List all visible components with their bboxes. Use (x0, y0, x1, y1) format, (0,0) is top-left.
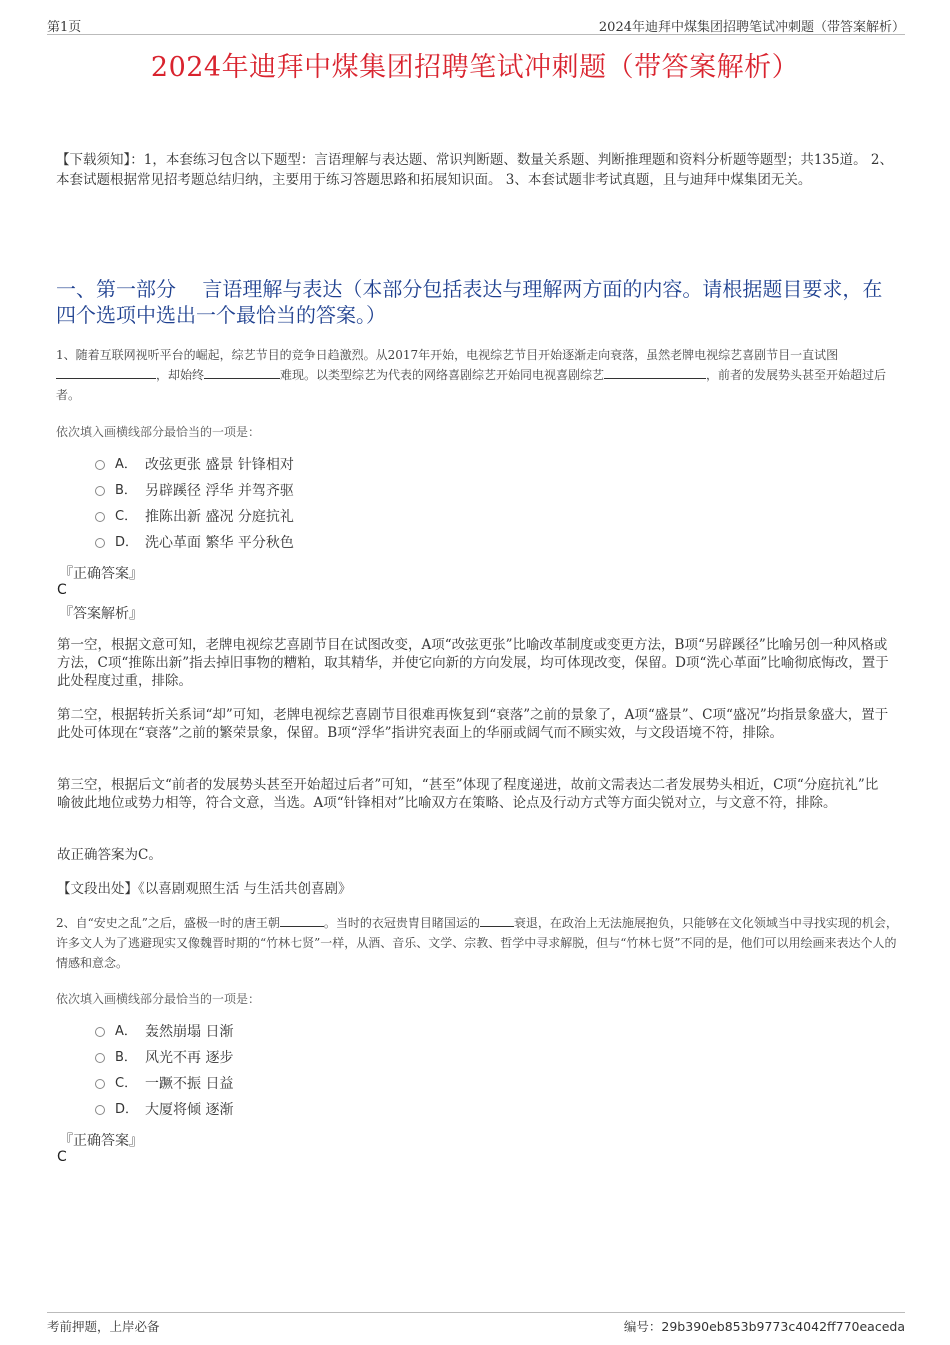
blank-2 (480, 914, 514, 927)
document-code: 编号：29b390eb853b9773c4042ff770eaceda (623, 1319, 905, 1334)
analysis-paragraph-1: 第一空，根据文意可知，老牌电视综艺喜剧节目在试图改变，A项“改弦更张”比喻改革制度或变更方法，B项“另辟蹊径”比喻另创一种风格或方法，C项“推陈出新”指去掉旧事物的糟粕，取其精华，并使它向新的方向发展，均可体现改变，保留。D项“洗心革面”比喻彻底悔改，置于此处程度过重，排除。 (57, 637, 889, 689)
question-2-prompt: 依次填入画横线部分最恰当的一项是： (56, 992, 261, 1006)
page-header (47, 14, 905, 35)
footer-slogan: 考前押题，上岸必备 (47, 1319, 160, 1334)
radio-icon[interactable] (95, 1027, 105, 1037)
option-c[interactable]: C． 推陈出新 盛况 分庭抗礼 (95, 504, 294, 530)
blank-1 (56, 366, 156, 379)
blank-1 (280, 914, 324, 927)
answer-label: 『正确答案』 (59, 566, 143, 582)
download-notice: 【下载须知】：1，本套练习包含以下题型：言语理解与表达题、常识判断题、数量关系题、判断推理题和资料分析题等题型；共135道。 2、本套试题根据常见招考题总结归纳，主要用于练习答题思路和拓展知识面。 3、本套试题非考试真题，且与迪拜中煤集团无关。 (56, 152, 893, 188)
radio-icon[interactable] (95, 512, 105, 522)
radio-icon[interactable] (95, 1105, 105, 1115)
blank-2 (204, 366, 280, 379)
option-b[interactable]: B． 风光不再 逐步 (95, 1045, 233, 1071)
question-2-text: 2、自“安史之乱”之后，盛极一时的唐王朝 。当时的衣冠贵胄目睹国运的 衰退，在政治上无法施展抱负，只能够在文化领域当中寻找实现的机会，许多文人为了逃避现实又像魏晋时期的“竹林七贤”一样，从酒、音乐、文学、宗教、哲学中寻求解脱，但与“竹林七贤”不同的是，他们可以用绘画来表达个人的情感和意念。 (56, 916, 898, 970)
option-b[interactable]: B． 另辟蹊径 浮华 并驾齐驱 (95, 478, 294, 504)
option-c[interactable]: C． 一蹶不振 日益 (95, 1071, 233, 1097)
page-number: 第1页 (47, 20, 82, 35)
answer-label: 『正确答案』 (59, 1133, 143, 1149)
question-2-options (95, 1019, 233, 1123)
option-a[interactable]: A． 改弦更张 盛景 针锋相对 (95, 452, 294, 478)
option-a[interactable]: A． 轰然崩塌 日渐 (95, 1019, 233, 1045)
question-1-options (95, 452, 294, 556)
radio-icon[interactable] (95, 538, 105, 548)
answer-value: C (57, 582, 67, 598)
option-d[interactable]: D． 洗心革面 繁华 平分秋色 (95, 530, 294, 556)
answer-value: C (57, 1149, 67, 1165)
question-1-text: 1、随着互联网视听平台的崛起，综艺节目的竞争日趋激烈。从2017年开始，电视综艺节目开始逐渐走向衰落，虽然老牌电视综艺喜剧节目一直试图，却始终 难现。以类型综艺为代表的网络喜剧综艺开始同电视喜剧综艺 ，前者的发展势头甚至开始超过后者。 (56, 348, 887, 402)
radio-icon[interactable] (95, 1053, 105, 1063)
analysis-paragraph-3: 第三空，根据后文“前者的发展势头甚至开始超过后者”可知，“甚至”体现了程度递进，故前文需表达二者发展势头相近，C项“分庭抗礼”比喻彼此地位或势力相等，符合文意，当选。A项“针锋相对”比喻双方在策略、论点及行动方式等方面尖锐对立，与文意不符，排除。 (57, 777, 879, 811)
radio-icon[interactable] (95, 1079, 105, 1089)
question-1-prompt: 依次填入画横线部分最恰当的一项是： (56, 425, 261, 439)
blank-3 (604, 366, 706, 379)
radio-icon[interactable] (95, 460, 105, 470)
page-footer (47, 1312, 905, 1334)
analysis-label: 『答案解析』 (59, 606, 143, 622)
analysis-paragraph-2: 第二空，根据转折关系词“却”可知，老牌电视综艺喜剧节目很难再恢复到“衰落”之前的景象了，A项“盛景”、C项“盛况”均指景象盛大，置于此处可体现在“衰落”之前的繁荣景象，保留。B项“浮华”指讲究表面上的华丽或阔气而不顾实效，与文段语境不符，排除。 (57, 707, 889, 741)
source-reference: 【文段出处】《以喜剧观照生活 与生活共创喜剧》 (57, 881, 352, 897)
option-d[interactable]: D． 大厦将倾 逐渐 (95, 1097, 233, 1123)
radio-icon[interactable] (95, 486, 105, 496)
analysis-conclusion: 故正确答案为C。 (57, 847, 162, 863)
header-doc-title: 2024年迪拜中煤集团招聘笔试冲刺题（带答案解析） (598, 20, 905, 35)
document-title: 2024年迪拜中煤集团招聘笔试冲刺题（带答案解析） (150, 52, 800, 83)
section-heading: 一、第一部分 言语理解与表达（本部分包括表达与理解两方面的内容。请根据题目要求，在四个选项中选出一个最恰当的答案。） (56, 277, 883, 327)
